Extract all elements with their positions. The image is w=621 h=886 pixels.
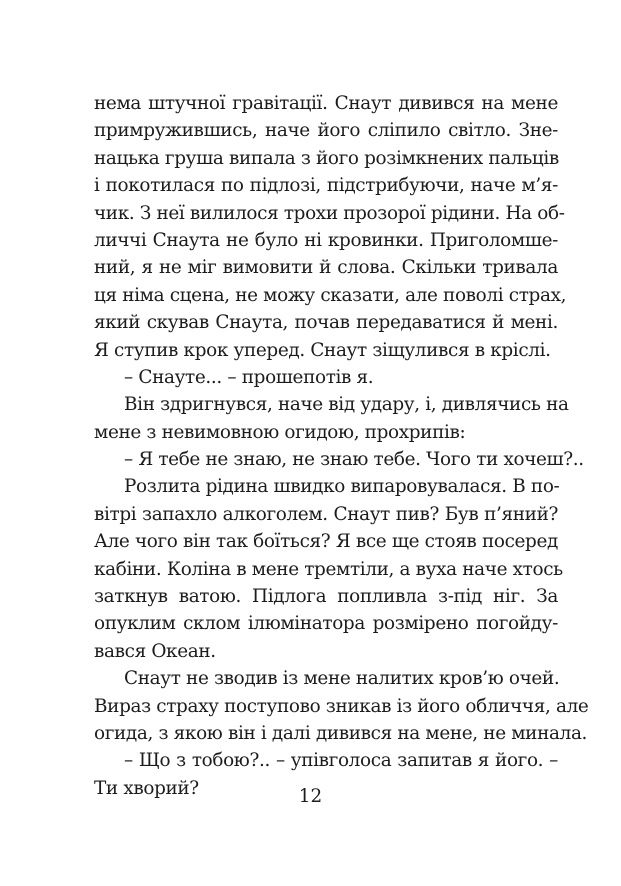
- text-line: Я ступив крок уперед. Снаут зіщулився в кріслі.: [94, 339, 551, 361]
- text-line: примружившись, наче його сліпило світло. Зне-: [94, 120, 558, 142]
- page-number: 12: [298, 786, 323, 807]
- text-line: – Снауте... – прошепотів я.: [124, 366, 374, 388]
- text-line: мене з невимовною огидою, прохрипів:: [94, 421, 466, 443]
- text-line: Розлита рідина швидко випаровувалася. В по-: [124, 476, 560, 498]
- text-line: – Що з тобою?.. – упівголоса запитав я його. –: [124, 750, 558, 772]
- text-line: опуклим склом ілюмінатора розмірено погойду-: [94, 613, 558, 635]
- text-line: личчі Снаута не було ні кровинки. Приголомше-: [94, 229, 558, 251]
- text-line: Снаут не зводив із мене налитих кров’ю очей.: [124, 668, 560, 690]
- text-line: вітрі запахло алкоголем. Снаут пив? Був п’яний?: [94, 503, 558, 525]
- text-line: ця німа сцена, не можу сказати, але поволі страх,: [94, 284, 567, 306]
- text-line: Але чого він так боїться? Я все ще стояв посеред: [94, 531, 558, 553]
- text-line: Він здригнувся, наче від удару, і, дивлячись на: [124, 394, 569, 416]
- text-line: і покотилася по підлозі, підстрибуючи, наче м’я-: [94, 175, 558, 197]
- text-line: вався Океан.: [94, 640, 216, 662]
- text-line: Ти хворий?: [94, 777, 199, 799]
- text-line: нема штучної гравітації. Снаут дивився на мене: [94, 93, 558, 114]
- text-line: чик. З неї вилилося трохи прозорої рідини. На об-: [94, 202, 565, 224]
- text-line: нацька груша випала з його розімкнених пальців: [94, 147, 559, 169]
- body-text: [94, 90, 589, 802]
- text-line: який скував Снаута, почав передаватися й мені.: [94, 312, 558, 334]
- text-line: огида, з якою він і далі дивився на мене, не минала.: [94, 722, 588, 744]
- text-line: заткнув ватою. Підлога попливла з-під ніг. За: [94, 586, 558, 608]
- text-line: Вираз страху поступово зникав із його обличчя, але: [94, 695, 589, 717]
- text-line: кабіни. Коліна в мене тремтіли, а вуха наче хтось: [94, 558, 563, 580]
- text-line: – Я тебе не знаю, не знаю тебе. Чого ти хочеш?..: [124, 449, 584, 471]
- text-line: ний, я не міг вимовити й слова. Скільки тривала: [94, 257, 558, 279]
